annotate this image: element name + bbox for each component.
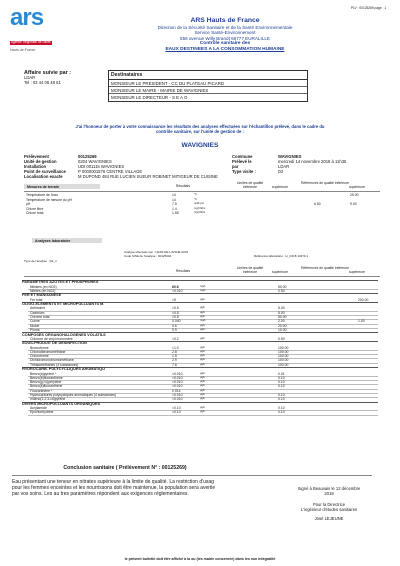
cell-lim-sup: 5.00 <box>278 306 285 311</box>
cell-name: Cadmium <box>30 310 45 315</box>
cell-unit: mg/L <box>200 288 206 292</box>
cell-name: Benzo(a)pyrène * <box>30 371 57 376</box>
group-title: DIVERS MICROPOLLUANTS ORGANIQUES <box>22 401 101 406</box>
cell-name: Epichlorhydrine <box>30 410 54 415</box>
signed-line: Signé à Beauvais le 12 décembre <box>297 486 361 491</box>
terrain-title: Mesures de terrain <box>24 184 100 189</box>
col-header: Limites de qualité inférieure <box>236 266 264 274</box>
cell-lim-sup: 0.01 <box>278 371 285 376</box>
cell-value: <0.010 <box>172 371 183 376</box>
cell-value: <0.010 <box>172 380 183 385</box>
cell-unit: µg/L <box>200 336 206 340</box>
cell-unit: µg/L <box>200 345 206 349</box>
cell-unit: µg/L <box>200 362 206 366</box>
cell-value: <0.010 <box>172 384 183 389</box>
for-line: Pour la Directrice <box>312 502 346 508</box>
cell-name: Benzo(b)fluoranthène <box>30 375 63 380</box>
cell-lim-sup: 100.00 <box>278 358 289 363</box>
cell-lim-sup: 0.10 <box>278 380 285 385</box>
cell-value: 2.9 <box>172 358 177 363</box>
cell-unit: µg/L <box>200 384 206 388</box>
affair-block <box>24 70 71 85</box>
ars-logo <box>10 6 70 61</box>
col-header: supérieure <box>348 184 366 189</box>
sample-row: Unité de gestion 0204 WAVIGNIES <box>24 159 112 164</box>
cell-name: pH <box>26 202 31 206</box>
cell-name: Température de l'eau <box>26 193 58 197</box>
sample-row: Installation UDI 001115 WAVIGNIES <box>24 164 125 169</box>
cell-value: <0.010 <box>172 397 183 402</box>
cell-unit: unité pH <box>194 202 204 205</box>
cell-unit: mg(Cl2)/L <box>194 211 206 214</box>
recipient-line: MONSIEUR LE MAIRE - MAIRIE DE WAVIGNIES <box>109 87 307 94</box>
cell-name: Nitrates (en NO3) <box>30 284 57 289</box>
sample-row: Commune WAVIGNIES <box>232 154 302 159</box>
cell-value: <0.5 <box>172 310 179 315</box>
cell-name: Acrylamide <box>30 406 47 411</box>
org-title: ARS Hauts de France <box>190 17 260 24</box>
page-reference: PLV : 00125269 page : 1 <box>350 6 386 10</box>
cell-value: <0.10 <box>172 406 181 411</box>
cell-value: 7.6 <box>172 362 177 367</box>
cell-unit: µg/L <box>200 297 206 301</box>
cell-lim-sup: 0.10 <box>278 384 285 389</box>
cell-name: Chrome total <box>30 315 50 319</box>
cell-name: Trihalométhanes (4 substances) <box>30 362 79 367</box>
col-header: Résultats <box>175 184 191 188</box>
cell-ref-sup: 200.00 <box>358 297 369 302</box>
group-title: HYDROCARB. POLYCYCLIQUES AROMATIQU <box>22 367 105 372</box>
cell-name: Chlorodibromométhane <box>30 349 66 354</box>
cell-unit: °C <box>194 197 197 201</box>
conclusion-text: par vos soins. Les au tres paramètres répondent aux exigences réglementaires. <box>12 490 189 497</box>
cell-name: Température de mesure du pH <box>26 197 72 202</box>
service-line: Service Santé-Environnement <box>194 30 256 36</box>
affair-tel: Tel : 03 44 06 48 61 <box>24 79 61 85</box>
conclusion-text: pour les femmes enceintes et les nourrissons doit être maintenue, la population sera avertie <box>12 484 216 491</box>
col-header: Résultats <box>175 269 191 273</box>
sample-row: Localisation exacte M DUPOND 484 RUE LUCIEN SUEUR ROBINET MITIGEUR DE CUISINE <box>24 174 218 179</box>
cell-name: Antimoine <box>30 306 46 311</box>
cell-unit: µg/L <box>200 310 206 314</box>
sample-row: Point de surveillance P 0000001576 CENTRE VILLAGE <box>24 169 143 174</box>
sample-row: par LDAR <box>232 164 290 169</box>
recipients-box <box>108 70 308 102</box>
conclusion-text: Eau présentant une teneur en nitrates supérieure à la limite de qualité. La restriction d'usag <box>12 479 214 485</box>
cell-unit: °C <box>194 193 197 196</box>
cell-name: Cuivre <box>30 319 40 324</box>
cell-unit: mg/L <box>200 319 206 323</box>
cell-lim-sup: 10.00 <box>278 327 287 332</box>
cell-name: Fer total <box>30 297 43 302</box>
group-title: COMPOSES ORGANOHALOGENES VOLATILS <box>22 332 106 337</box>
cell-name: Fluoranthène * <box>30 388 53 393</box>
cell-name: Plomb <box>30 327 40 332</box>
cell-value: 0.6 <box>172 323 177 328</box>
col-header: Limites de qualité inférieure <box>236 181 264 189</box>
cell-value: <0.10 <box>172 410 181 415</box>
cell-value: 0.040 <box>172 319 181 324</box>
cell-unit: µg/L <box>200 393 206 396</box>
footer-note: le présent bulletin doit être affiché à la ou (les mairie concernée) dans les son intégralité <box>124 557 276 561</box>
cell-lim-sup: 100.00 <box>278 362 289 367</box>
sample-row: Prélèvement 00125269 <box>24 154 97 159</box>
cell-value: <0.010 <box>172 375 183 380</box>
col-header: supérieure <box>271 269 289 274</box>
col-header: Références de qualité inférieure <box>300 266 350 270</box>
lab-by: Analyse effectuée par : LDAR DE L'AISNE 0204 <box>124 250 189 254</box>
cell-value: 14 <box>172 193 176 197</box>
conclusion-title: Conclusion sanitaire ( Prélèvement N° : 00125269) <box>63 465 187 471</box>
cell-value: 0.9 <box>172 327 177 332</box>
cell-name: Bromoforme <box>30 345 49 350</box>
cell-name: Nitrites (en NO2) <box>30 288 56 293</box>
cell-lim-sup: 50.00 <box>278 315 287 319</box>
address-line: 556 avenue Willy Brandt 59777 EURALILLE <box>180 35 270 41</box>
cell-value: <0.010 <box>172 393 183 397</box>
cell-lim-sup: 0.50 <box>278 288 285 293</box>
recipient-line: MONSIEUR LE PRESIDENT - CC DU PLATEAU PICARD <box>109 80 307 87</box>
cell-name: Dichloromonobromométhane <box>30 358 74 363</box>
recipient-line: MONSIEUR LE DIRECTEUR - S E A O <box>111 94 188 100</box>
cell-lim-sup: 0.50 <box>278 336 285 341</box>
cell-unit: µg/L <box>200 410 206 414</box>
direction-line: Direction de la Sécurité Sanitaire et de la Santé Environnementale <box>157 25 293 30</box>
management-unit: WAVIGNIES <box>181 142 219 149</box>
signed-line: 2018 <box>324 490 334 496</box>
cell-unit: mg/L <box>200 284 206 288</box>
cell-lim-sup: 0.10 <box>278 406 285 411</box>
for-line: L'ingénieur d'études sanitaires <box>300 506 358 512</box>
conclusion-block <box>12 465 376 522</box>
cell-lim-sup: 50.00 <box>278 284 287 289</box>
terrain-table <box>24 182 380 234</box>
cell-ref-inf: 6.50 <box>314 202 321 206</box>
cell-value: <1.0 <box>172 345 179 350</box>
cell-lim-sup: 100.00 <box>278 354 289 359</box>
cell-value: 1.55 <box>172 211 179 215</box>
cell-value: <5 <box>172 297 176 302</box>
cell-unit: µg/L <box>200 323 206 327</box>
cell-lim-sup: 0.10 <box>278 410 285 415</box>
cell-unit: µg/L <box>200 388 206 392</box>
cell-name: Nickel <box>30 323 40 328</box>
affair-label: Affaire suivie par : <box>24 70 72 76</box>
cell-lim-sup: 5.00 <box>278 310 285 315</box>
cell-value: <0.5 <box>172 315 179 319</box>
signer-name: José LEJEUNE <box>314 516 344 522</box>
cell-unit: µg/L <box>200 349 206 353</box>
logo-sub: Agence Régionale de Santé <box>11 40 51 44</box>
cell-name: Benzo(g,h,i)pérylène <box>30 380 62 385</box>
cell-unit: µg/L <box>200 315 206 318</box>
lab-title: Analyses laboratoire <box>32 238 102 243</box>
group-title: PARAMETRES AZOTES ET PHOSPHORES <box>22 280 99 285</box>
cell-unit: µg/L <box>200 371 206 375</box>
cell-unit: µg/L <box>200 375 206 379</box>
cell-name: Chloroforme <box>30 354 49 359</box>
cell-lim-sup: 2.00 <box>278 319 285 324</box>
col-header: supérieure <box>348 269 366 274</box>
logo-mark: ars <box>10 4 44 31</box>
cell-value: 60.6 <box>172 284 179 289</box>
intro-text <box>24 125 376 134</box>
cell-name: Chlorure de vinyl monomère <box>30 336 73 341</box>
cell-value: 7.5 <box>172 202 177 206</box>
cell-lim-sup: 100.00 <box>278 349 289 354</box>
cell-lim-sup: 100.00 <box>278 345 289 350</box>
cell-lim-sup: 20.00 <box>278 323 287 328</box>
cell-unit: µg/L <box>200 358 206 362</box>
cell-name: Chlore total <box>26 211 44 215</box>
lab-ref: Référence laboratoire : H_C018 14379.1 <box>254 254 309 258</box>
cell-ref-sup: 25.00 <box>350 193 359 197</box>
cell-unit: µg/L <box>200 306 206 310</box>
terrain-row <box>24 211 380 216</box>
cell-unit: µg/L <box>200 354 206 358</box>
cell-unit: µg/L <box>200 406 206 410</box>
cell-value: <0.5 <box>172 306 179 311</box>
intro-line: contrôle sanitaire, sur l'unité de gestion de : <box>156 128 244 134</box>
group-title: SOUS-PRODUIT DE DESINFECTION <box>22 341 87 346</box>
lab-sise: Code SISE de l'analyse : 00125402 <box>124 254 172 258</box>
cell-value: 14 <box>172 197 176 202</box>
cell-unit: mg(Cl2)/L <box>194 206 206 210</box>
control-line: Contrôle sanitaire des <box>199 41 251 47</box>
cell-value: 1.9 <box>172 354 177 359</box>
group-title: OLIGO-ELEMENTS ET MICROPOLLUANTS M. <box>22 302 105 307</box>
header-block <box>90 17 360 52</box>
cell-name: Chlore libre <box>26 206 44 211</box>
eaux-line: EAUX DESTINEES A LA CONSOMMATION HUMAINE <box>165 46 285 52</box>
cell-value: 1.4 <box>172 206 177 211</box>
cell-lim-sup: 0.10 <box>278 393 285 397</box>
cell-value: 2.8 <box>172 349 177 354</box>
cell-lim-sup: 0.10 <box>278 397 285 402</box>
col-header: Références de qualité inférieure <box>300 181 350 185</box>
cell-unit: µg/L <box>200 380 206 384</box>
affair-name: LDAR <box>24 75 36 80</box>
cell-lim-sup: 0.10 <box>278 375 285 380</box>
cell-value: <0.2 <box>172 336 179 341</box>
cell-value: <0.010 <box>172 288 183 293</box>
cell-ref-sup: 1.00 <box>358 319 365 324</box>
group-title: FER ET MANGANESE <box>22 293 62 298</box>
cell-unit: µg/L <box>200 397 206 401</box>
cell-name: Indéno(1,2,3-cd)pyrène <box>30 397 66 402</box>
recipients-title: Destinataires <box>109 71 307 80</box>
cell-unit: µg/L <box>200 327 206 331</box>
sample-row: Type visite : D2 <box>232 169 284 174</box>
sample-row: Prélevé le mercredi 14 novembre 2018 à 11h35 <box>232 159 347 164</box>
logo-region: Hauts-de-France <box>10 48 36 52</box>
cell-name: Hydrocarbures polycycliques aromatiques (4 substances) <box>30 393 117 397</box>
lab-type: Type de l'analyse : D2_1 <box>24 259 57 263</box>
intro-line: J'ai l'honneur de porter à votre connaissance les résultats des analyses effectuées sur l'échantillon prélevé, dans le cadre du <box>75 124 325 129</box>
col-header: supérieure <box>271 184 289 189</box>
cell-name: Benzo(k)fluoranthène <box>30 384 63 389</box>
cell-ref-sup: 9.00 <box>350 202 357 206</box>
cell-value: 0.014 <box>172 388 181 393</box>
